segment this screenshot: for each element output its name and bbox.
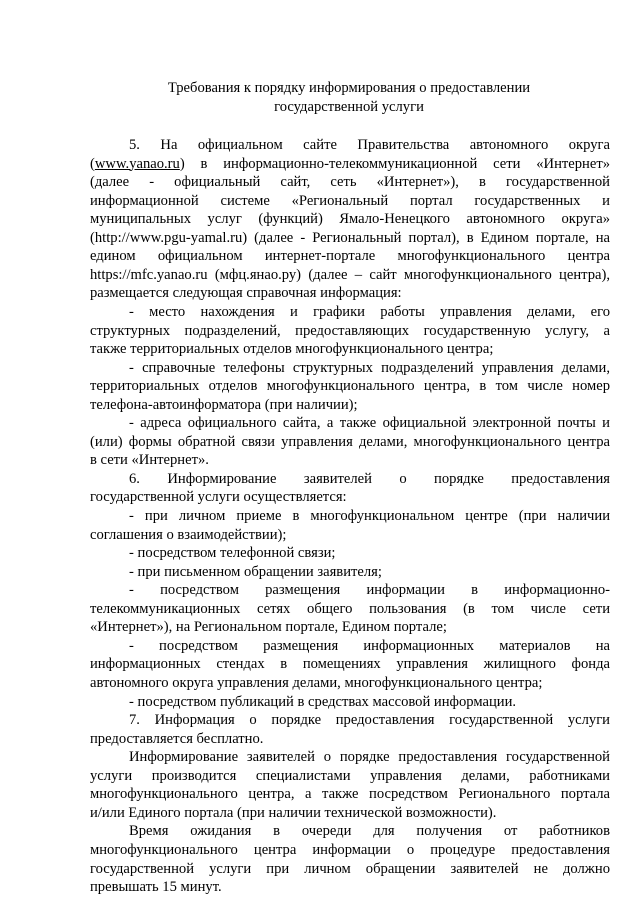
paragraph-line: муниципальных услуг (функций) Ямало-Ненецкого автономного округа»	[90, 211, 610, 228]
list-item-line: - при личном приеме в многофункциональном центре (при наличии	[129, 508, 610, 524]
document-title-line-2: государственной услуги	[274, 99, 424, 115]
paragraph-line: и/или Единого портала (при наличии технической возможности).	[90, 804, 497, 821]
paragraph-line: (http://www.pgu-yamal.ru) (далее - Региональный портал), в Едином портале, на	[90, 229, 610, 246]
list-item-line: - место нахождения и графики работы управления делами, его	[129, 304, 610, 320]
list-item-line: - посредством публикаций в средствах массовой информации.	[129, 693, 517, 710]
list-item-line: - посредством телефонной связи;	[129, 545, 336, 562]
list-item-line: структурных подразделений, предоставляющих государственную услугу, а	[90, 322, 610, 339]
paragraph-line: https://mfc.yanao.ru (мфц.янао.ру) (далее – сайт многофункционального центра),	[90, 266, 610, 283]
list-item-line: - справочные телефоны структурных подразделений управления делами,	[129, 359, 610, 376]
list-item-line: (или) формы обратной связи управления делами, многофункционального центра	[90, 433, 610, 450]
document-title-line-1: Требования к порядку информирования о предоставлении	[167, 80, 531, 96]
paragraph-line: 6. Информирование заявителей о порядке предоставления	[129, 470, 610, 487]
list-item-line: - посредством размещения информационных материалов на	[129, 637, 610, 654]
paragraph-line: 7. Информация о порядке предоставления государственной услуги	[129, 712, 610, 729]
paragraph-line: (далее - официальный сайт, сеть «Интернет»), в государственной	[90, 174, 610, 191]
list-item-line: телекоммуникационных сетях общего пользования (в том числе сети	[90, 600, 610, 617]
paragraph-line: предоставляется бесплатно.	[90, 730, 264, 747]
list-item-line: также территориальных отделов многофункционального центра;	[90, 341, 494, 358]
paragraph-line: превышать 15 минут.	[90, 879, 222, 895]
paragraph-line: многофункционального центра информации о процедуре предоставления	[90, 841, 610, 858]
paragraph-line: (www.yanao.ru) в информационно-телекоммуникационной сети «Интернет»	[90, 155, 610, 172]
list-item-line: - адреса официального сайта, а также официальной электронной почты и	[129, 415, 610, 432]
paragraph-line: размещается следующая справочная информация:	[90, 285, 402, 302]
list-item-line: телефона-автоинформатора (при наличии);	[90, 396, 358, 413]
list-item-line: автономного округа управления делами, многофункционального центра;	[90, 675, 543, 691]
paragraph-line: государственной услуги осуществляется:	[90, 489, 347, 506]
list-item-line: «Интернет»), на Региональном портале, Едином портале;	[90, 619, 447, 636]
paragraph-line: информационной системе «Региональный портал государственных и	[90, 192, 610, 209]
paragraph-line: государственной услуги при личном обращении заявителей не должно	[90, 860, 610, 877]
paragraph-line: Время ожидания в очереди для получения от работников	[129, 823, 610, 840]
list-item-line: информационных стендах в помещениях управления жилищного фонда	[90, 656, 610, 673]
paragraph-line: многофункционального центра, а также посредством Регионального портала	[90, 786, 610, 803]
website-link[interactable]: www.yanao.ru	[94, 155, 180, 172]
paragraph-line: услуги производится специалистами управления делами, работниками	[90, 767, 610, 784]
paragraph-line: Информирование заявителей о порядке предоставления государственной	[129, 749, 610, 766]
paragraph-line: 5. На официальном сайте Правительства автономного округа	[129, 137, 610, 153]
paragraph-line: едином официальном интернет-портале многофункционального центра	[90, 248, 610, 265]
list-item-line: в сети «Интернет».	[90, 452, 209, 469]
list-item-line: - при письменном обращении заявителя;	[129, 563, 382, 580]
list-item-line: - посредством размещения информации в информационно-	[129, 582, 610, 599]
list-item-line: соглашения о взаимодействии);	[90, 526, 287, 543]
list-item-line: территориальных отделов многофункционального центра, в том числе номер	[90, 378, 610, 395]
